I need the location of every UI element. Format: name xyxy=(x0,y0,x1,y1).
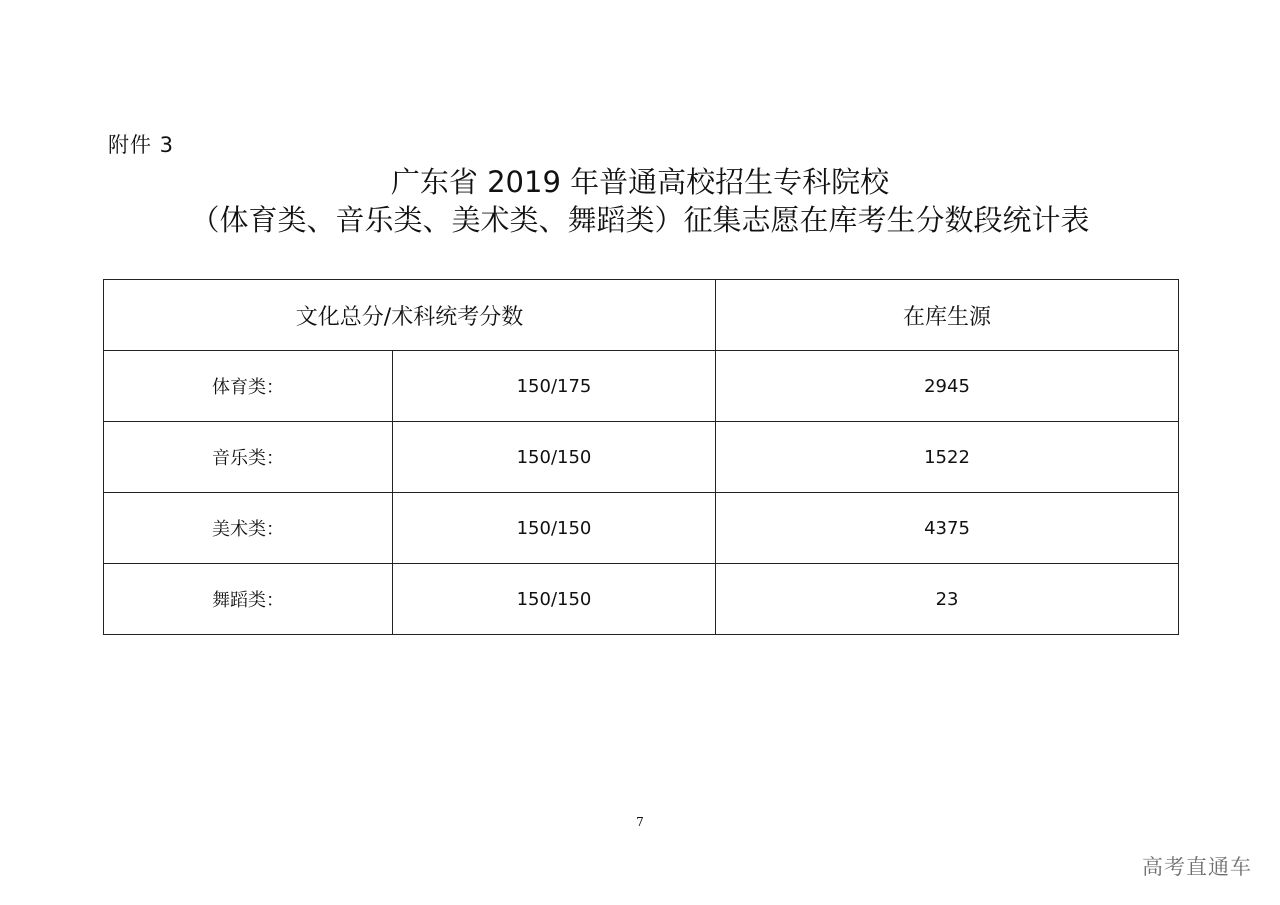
page-number: 7 xyxy=(636,815,644,829)
statistics-table xyxy=(103,279,1179,635)
watermark-text: 高考直通车 xyxy=(1142,855,1252,879)
row-pool: 4375 xyxy=(716,493,1179,564)
table-row xyxy=(104,422,1179,493)
table-header-row xyxy=(104,280,1179,351)
row-pool: 2945 xyxy=(716,351,1179,422)
attachment-label: 附件 3 xyxy=(108,133,175,157)
row-score: 150/175 xyxy=(393,351,716,422)
document-title-line1: 广东省 2019 年普通高校招生专科院校 xyxy=(390,165,890,199)
row-score: 150/150 xyxy=(393,493,716,564)
table-row xyxy=(104,493,1179,564)
row-category: 舞蹈类： xyxy=(104,564,393,635)
header-score: 文化总分/术科统考分数 xyxy=(104,280,716,351)
header-pool: 在库生源 xyxy=(716,280,1179,351)
row-pool: 1522 xyxy=(716,422,1179,493)
table-row xyxy=(104,351,1179,422)
document-title-line2: （体育类、音乐类、美术类、舞蹈类）征集志愿在库考生分数段统计表 xyxy=(190,203,1090,237)
row-category: 美术类： xyxy=(104,493,393,564)
row-score: 150/150 xyxy=(393,564,716,635)
table-row xyxy=(104,564,1179,635)
row-category: 体育类： xyxy=(104,351,393,422)
row-pool: 23 xyxy=(716,564,1179,635)
row-category: 音乐类： xyxy=(104,422,393,493)
row-score: 150/150 xyxy=(393,422,716,493)
